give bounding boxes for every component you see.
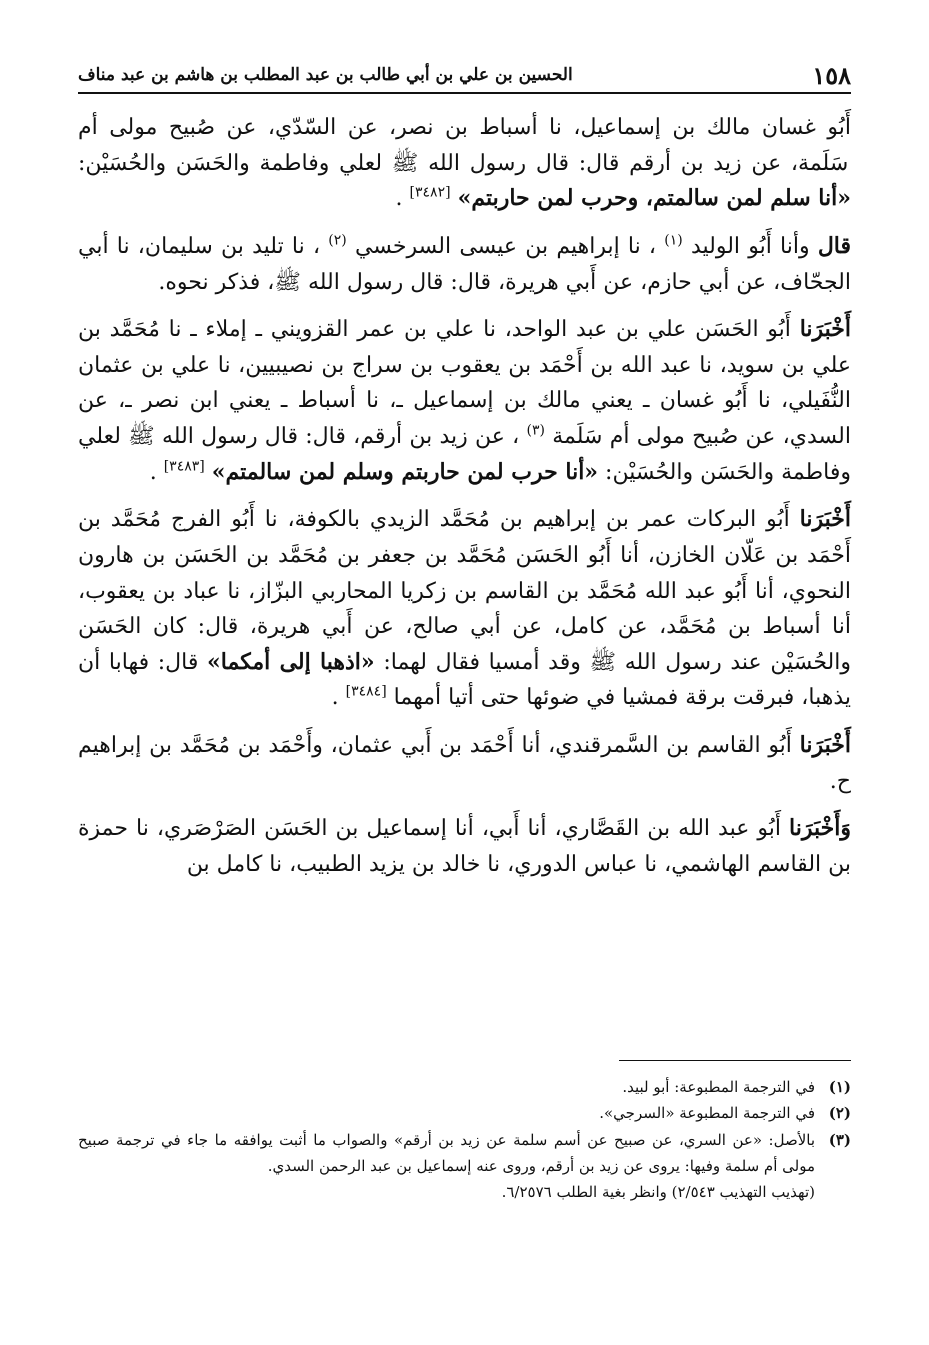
footnote-number: (٣) (828, 1130, 851, 1149)
p4-ref: [٣٤٨٤] (345, 684, 387, 701)
p1-quote: «أنا سلم لمن سالمتم، وحرب لمن حاربتم» (457, 185, 851, 212)
p2-text-1: وأنا أَبُو الوليد (690, 233, 810, 259)
paragraph-2 (78, 229, 851, 300)
footnote-item (78, 1074, 851, 1100)
p4-end: . (331, 685, 339, 711)
p4-lead: أَخْبَرَنا (799, 506, 851, 533)
paragraph-5 (78, 728, 851, 799)
p2-text-2: ، نا إبراهيم بن عيسى السرخسي (354, 233, 657, 259)
p3-quote: «أنا حرب لمن حاربتم وسلم لمن سالمتم» (211, 458, 599, 485)
p2-footnote-marker-1: (١) (664, 232, 683, 249)
p2-footnote-marker-2: (٢) (328, 232, 347, 249)
paragraph-3 (78, 312, 851, 490)
paragraph-1 (78, 110, 851, 217)
p1-ref: [٣٤٨٢] (409, 184, 451, 201)
footnote-text: في الترجمة المطبوعة «السرجي». (599, 1104, 815, 1123)
footnote-text: بالأصل: «عن السري، عن صبيح عن أسم سلمة عن زيد بن أرقم» والصواب ما أثبت يوافقه ما جاء في ترجمة صبيح مولى أم سلمة وفيها: يروى عن زيد بن أرقم، وروى عنه إسماعيل بن عبد الرحمن السدي. (78, 1130, 815, 1175)
p3-text-1: أَبُو الحَسَن علي بن عبد الواحد، نا علي بن عمر القزويني ـ إملاء ـ نا مُحَمَّد بن علي بن سويد، نا عبد الله بن أَحْمَد بن يعقوب بن سراج بن نصيبيين، نا علي بن عثمان النُّفَيلي، نا أَبُو غسان ـ يعني مالك بن إسماعيل ـ، نا أسباط ـ يعني ابن نصر ـ، عن السدي، عن صُبيح مولى أم سَلَمة (78, 317, 851, 449)
p3-footnote-marker: (٣) (526, 422, 545, 439)
paragraph-6 (78, 811, 851, 882)
footnote-divider (619, 1060, 851, 1061)
footnote-number: (١) (828, 1078, 851, 1096)
p1-end: . (395, 186, 403, 212)
footnotes (78, 1074, 851, 1205)
footnote-number: (٢) (828, 1104, 851, 1123)
footnote-item (78, 1100, 851, 1126)
p3-lead: أَخْبَرَنا (799, 316, 852, 343)
main-text (78, 110, 851, 895)
p4-text-2: قال: فهابا أن يذهبا، فبرقت برقة فمشيا في ضوئها حتى أتيا أمهما (78, 649, 851, 711)
p3-text-2: ، عن زيد بن أرقم، قال: قال رسول الله ﷺ لعلي وفاطمة والحَسَن والحُسَيْن: (78, 424, 851, 485)
p1-text: أَبُو غسان مالك بن إسماعيل، نا أسباط بن نصر، عن السّدّي، عن صُبيح مولى أم سَلَمة، عن زيد بن أرقم قال: قال رسول الله ﷺ لعلي وفاطمة والحَسَن والحُسَيْن: (78, 115, 851, 176)
p2-lead: قال (817, 232, 852, 259)
paragraph-4 (78, 502, 851, 716)
p5-text: أَبُو القاسم بن السَّمرقندي، أنا أَحْمَد بن أَبي عثمان، وأَحْمَد بن مُحَمَّد بن إبراهيم ح. (78, 733, 851, 794)
page-header (78, 58, 851, 94)
footnote-item (78, 1127, 851, 1180)
running-title: الحسين بن علي بن أبي طالب بن عبد المطلب بن هاشم بن عبد مناف (78, 65, 573, 85)
p3-end: . (149, 459, 157, 485)
p2-text-3: ، نا تليد بن سليمان، نا أبي الجحّاف، عن أبي حازم، عن أَبي هريرة، قال: قال رسول الله ﷺ، فذكر نحوه. (78, 233, 851, 295)
p4-quote: «اذهبا إلى أمكما» (207, 648, 375, 675)
footnote-continuation: (تهذيب التهذيب ٢/٥٤٣) وانظر بغية الطلب ٦/٢٥٧٦. (501, 1183, 815, 1201)
p6-text: أَبُو عبد الله بن القَصَّاري، أنا أَبي، أنا إسماعيل بن الحَسَن الصَرْصَري، نا حمزة بن القاسم الهاشمي، نا عباس الدوري، نا خالد بن يزيد الطبيب، نا كامل بن (78, 816, 851, 877)
page-number: ١٥٨ (812, 60, 851, 90)
p6-lead: وَأَخْبَرَنا (789, 815, 851, 842)
p4-text-1: أَبُو البركات عمر بن إبراهيم بن مُحَمَّد الزيدي بالكوفة، نا أَبُو الفرج مُحَمَّد بن أَحْمَد بن عَلّان الخازن، أنا أَبُو الحَسَن مُحَمَّد بن جعفر بن مُحَمَّد بن الحَسَن بن هارون النحوي، أنا أَبُو عبد الله مُحَمَّد بن القاسم بن زكريا المحاربي البزّاز، نا عباد بن يعقوب، أنا أسباط بن مُحَمَّد، عن كامل، عن أبي صالح، عن أَبي هريرة، قال: كان الحَسَن والحُسَيْن عند رسول الله ﷺ وقد أمسيا فقال لهما: (78, 507, 851, 675)
p5-lead: أَخْبَرَنا (799, 732, 851, 758)
p3-ref: [٣٤٨٣] (163, 458, 205, 475)
footnote-text: في الترجمة المطبوعة: أبو لبيد. (622, 1078, 815, 1096)
